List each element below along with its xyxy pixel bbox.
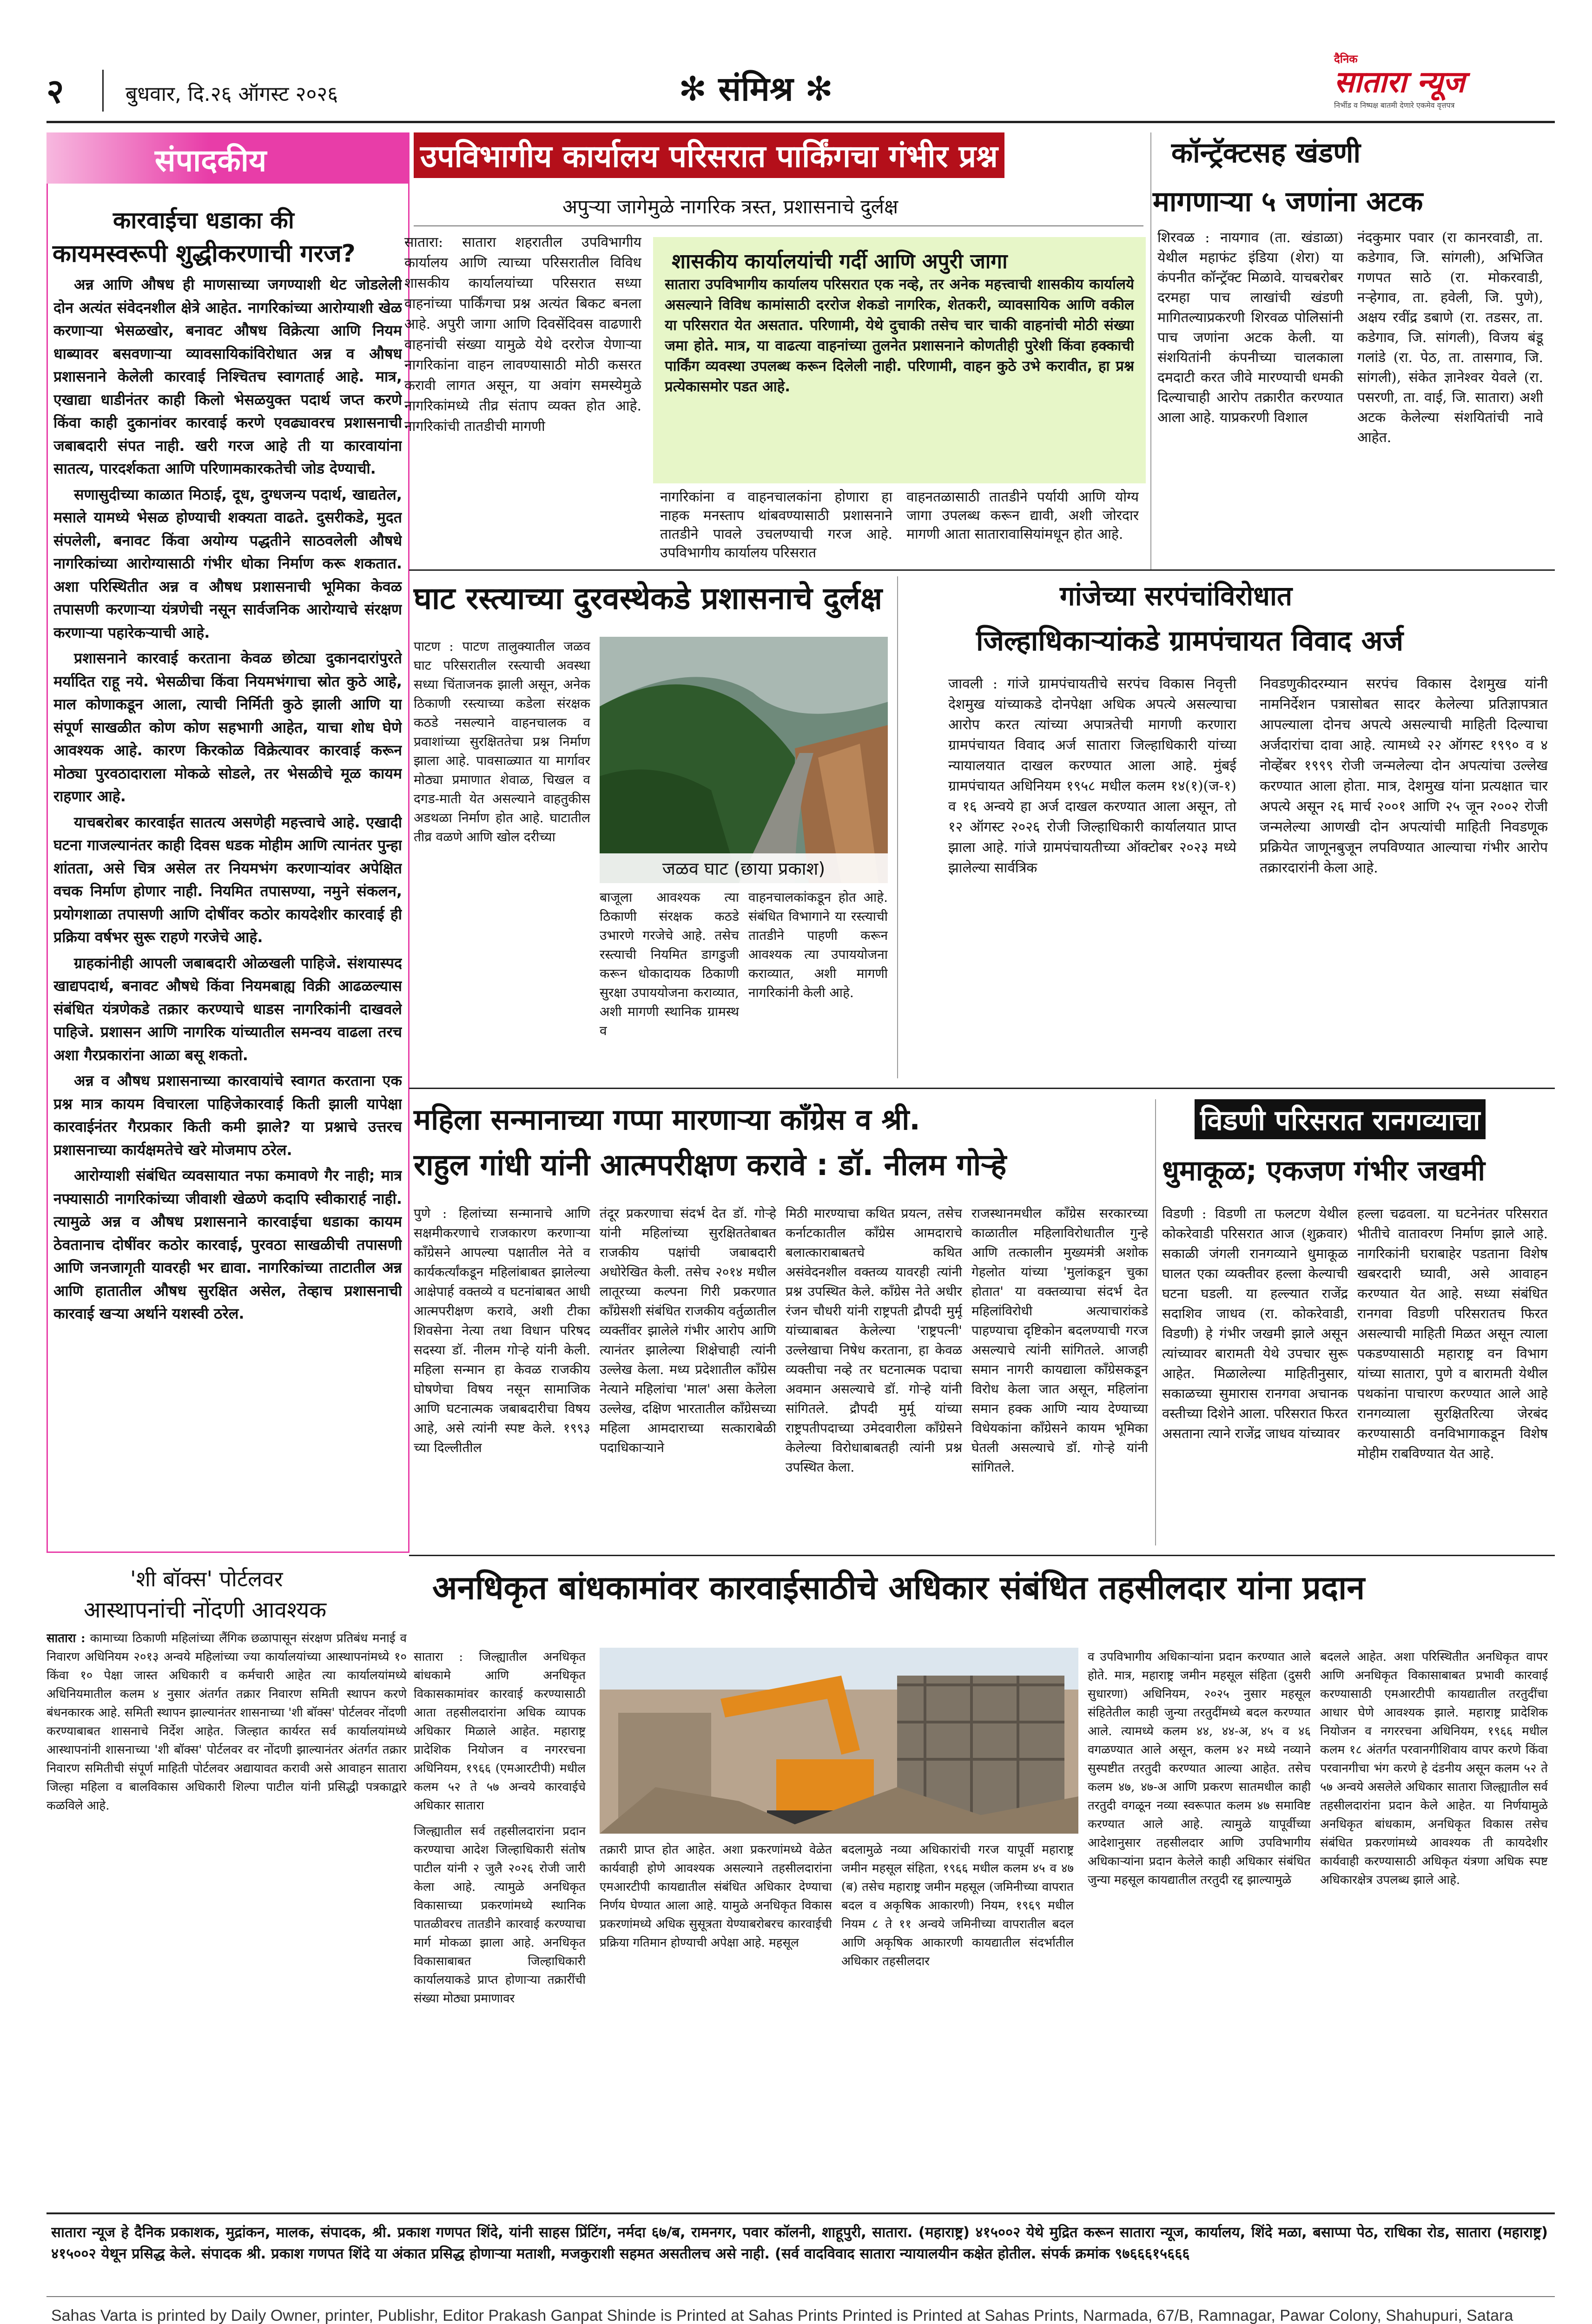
mahila-headline-2: राहुल गांधी यांनी आत्मपरीक्षण करावे : डॉ. नीलम गोऱ्हे [414,1148,1007,1182]
dateline: बुधवार, दि.२६ ऑगस्ट २०२६ [126,82,338,106]
footer-imprint-english: Sahas Varta is printed by Daily Owner, printer, Publishr, Editor Prakash Ganpat Shinde is Printed at Sahas Prints Printed is Printed at Sahas Prints, Narmada, 67/B, Ramnagar, Pawar Colony, Shahupuri, Satara [51,2307,1513,2324]
mahila-col: पुणे : हिलांच्या सन्मानाचे आणि सक्षमीकरणाचे राजकारण करणाऱ्या काँग्रेसने आपल्या पक्षातील नेते व कार्यकर्त्यांकडून महिलांबाबत झालेल्या आक्षेपार्ह वक्तव्ये व घटनांबाबत आधी आत्मपरीक्षण करावे, अशी टीका शिवसेना नेत्या तथा विधान परिषद सदस्या डॉ. नीलम गोऱ्हे यांनी केली. महिला सन्मान हा केवळ राजकीय घोषणेचा विषय नसून सामाजिक आणि घटनात्मक जबाबदारीचा विषय आहे, असे त्यांनी स्पष्ट केले. १९९३ च्या दिल्लीतील [414,1206,590,1455]
ghat-col-3: वाहनचालकांकडून होत आहे. संबंधित विभागाने या रस्त्याची तातडीने पाहणी करून आवश्यक त्या उपाययोजना कराव्यात, अशी मागणी नागरिकांनी केली आहे. [748,890,888,1000]
footer-rule [46,2212,1555,2214]
tahsildar-col-6: बदलले आहेत. अशा परिस्थितीत अनधिकृत वापर आणि अनधिकृत विकासाबाबत प्रभावी कारवाई करण्यासाठी एमआरटीपी कायद्यातील तरतुदींचा आधार घेणे आवश्यक झाले. महाराष्ट्र प्रादेशिक नियोजन व नगररचना अधिनियम, १९६६ मधील कलम १८ अंतर्गत परवानगीशिवाय वापर करणे किंवा परवानगीचा भंग करणे हे दंडनीय असून कलम ५२ ते ५७ अन्वये असलेले अधिकार सातारा जिल्ह्यातील सर्व तहसीलदारांना प्रदान केले आहेत. या निर्णयामुळे अनधिकृत बांधकाम, अनधिकृत विकास तसेच संबंधित प्रकरणांमध्ये आवश्यक ती कायदेशीर कार्यवाही करण्यासाठी अधिकृत यंत्रणा अधिक स्पष्ट अधिकारक्षेत्र उपलब्ध झाले आहे. [1320,1650,1548,1887]
contract-col-2: नंदकुमार पवार (रा कानरवाडी, ता. कडेगाव, जि. सांगली), अभिजित गणपत साठे (रा. मोकरवाडी, नऱ्हेगाव, ता. हवेली, जि. पुणे), अक्षय रवींद्र डबाणे (रा. तडसर, ता. कडेगाव, जि. सांगली), विजय बंडू गलांडे (रा. पेठ, ता. तासगाव, जि. सांगली), संकेत ज्ञानेश्वर येवले (रा. पसरणी, ता. वाई, जि. सातारा) अशी अटक केलेल्या संशयितांची नावे आहेत. [1357,230,1543,446]
shibox-headline-2: आस्थापनांची नोंदणी आवश्यक [84,1597,327,1623]
header-rule [46,121,1555,123]
parking-col-3: वाहनतळासाठी तातडीने पर्यायी आणि योग्य जागा उपलब्ध करून द्यावी, अशी जोरदार मागणी आता सातारावासियांमधून होत आहे. [906,489,1139,542]
shibox-dateline: सातारा : [46,1631,86,1645]
section-rule [409,569,1555,571]
tahsildar-col-2: जिल्ह्यातील सर्व तहसीलदारांना प्रदान करण्याचा आदेश जिल्हाधिकारी संतोष पाटील यांनी २ जुलै २०२६ रोजी जारी केला आहे. त्यामुळे अनधिकृत विकासाच्या प्रकरणांमध्ये स्थानिक पातळीवरच तातडीने कारवाई करण्याचा मार्ग मोकळा झाला आहे. अनधिकृत विकासाबाबत जिल्हाधिकारी कार्यालयाकडे प्राप्त होणाऱ्या तक्रारींची संख्या मोठ्या प्रमाणावर [414,1824,586,2006]
tahsildar-headline: अनधिकृत बांधकामांवर कारवाईसाठीचे अधिकार संबंधित तहसीलदार यांना प्रदान [432,1569,1365,1607]
shibox-body [46,1629,407,1889]
tahsildar-col-5: व उपविभागीय अधिकाऱ्यांना प्रदान करण्यात आले होते. मात्र, महाराष्ट्र जमीन महसूल संहिता (दुसरी सुधारणा) अधिनियम, २०२५ नुसार महसूल संहितेतील काही जुन्या तरतुदींमध्ये बदल करण्यात आले. त्यामध्ये कलम ४४, ४४-अ, ४५ व ४६ वगळण्यात आले असून, कलम ४२ मध्ये नव्याने सुस्पष्टीत तरतुदी करण्यात आल्या आहेत. तसेच कलम ४७, ४७-अ आणि प्रकरण सातमधील काही तरतुदी वगळून नव्या स्वरूपात कलम ४७ समाविष्ट करण्यात आले आहे. त्यामुळे यापूर्वीच्या आदेशानुसार तहसीलदार आणि उपविभागीय अधिकाऱ्यांना प्रदान केलेले काही अधिकार संबंधित जुन्या महसूल कायद्यातील तरतुदी रद्द झाल्यामुळे [1088,1650,1311,1887]
column-divider [1150,132,1151,569]
section-title: ✻ संमिश्र ✻ [679,69,833,108]
ghat-road-image [600,637,888,883]
parking-subheadline: अपुऱ्या जागेमुळे नागरिक त्रस्त, प्रशासनाचे दुर्लक्ष [562,195,898,218]
footer-imprint-marathi: सातारा न्यूज हे दैनिक प्रकाशक, मुद्रांकन, मालक, संपादक, श्री. प्रकाश गणपत शिंदे, यांनी साहस प्रिंटिंग, नर्मदा ६७/ब, रामनगर, पवार कॉलनी, शाहूपुरी, सातारा. (महाराष्ट्र) ४१५००२ येथे मुद्रित करून सातारा न्यूज, कार्यालय, शिंदे मळा, बसाप्पा पेठ, राधिका रोड, सातारा (महाराष्ट्र) ४१५००२ येथून प्रसिद्ध केले. संपादक श्री. प्रकाश गणपत शिंदे या अंकात प्रसिद्ध होणाऱ्या मताशी, मजकुराशी सहमत असतीलच असे नाही. (सर्व वादविवाद सातारा न्यायालयीन कक्षेत होतील. संपर्क क्रमांक ९७६६६१५६६६ [51,2224,1548,2262]
editorial-paragraph: याचबरोबर कारवाईत सातत्य असणेही महत्त्वाचे आहे. एखादी घटना गाजल्यानंतर काही दिवस धडक मोहीम आणि त्यानंतर पुन्हा शांतता, असे चित्र असेल तर नियमभंग करणाऱ्यांवर अपेक्षित वचक निर्माण होणार नाही. नियमित तपासण्या, नमुने संकलन, प्रयोगशाळा तपासणी आणि दोषींवर कठोर कायदेशीर कारवाई ही प्रक्रिया वर्षभर सुरू राहणे गरजेचे आहे. [53,813,402,946]
mahila-col: राजस्थानमधील काँग्रेस सरकारच्या काळातील महिलाविरोधातील गुन्हे आणि तत्कालीन मुख्यमंत्री अशोक गेहलोत यांच्या 'मुलांकडून चुका होतात' या वक्तव्याचा संदर्भ देत महिलांविरोधी अत्याचारांकडे पाहण्याचा दृष्टिकोन बदलण्याची गरज असल्याचे त्यांनी सांगितले. आजही समान नागरी कायद्याला काँग्रेसकडून विरोध केला जात असून, महिलांना समान हक्क आणि न्याय देण्याच्या विधेयकांना काँग्रेसने कायम भूमिका घेतली असल्याचे डॉ. गोऱ्हे यांनी सांगितले. [971,1206,1148,1475]
parking-box-title: शासकीय कार्यालयांची गर्दी आणि अपुरी जागा [672,250,1008,273]
section-rule [409,1088,1555,1089]
ghat-col-2: बाजूला आवश्यक त्या ठिकाणी संरक्षक कठडे उभारणे गरजेचे आहे. तसेच रस्त्याची नियमित डागडुजी करून धोकादायक ठिकाणी सुरक्षा उपाययोजना कराव्यात, अशी मागणी स्थानिक ग्रामस्थ व [600,890,739,1038]
editorial-paragraph: सणासुदीच्या काळात मिठाई, दूध, दुग्धजन्य पदार्थ, खाद्यतेल, मसाले यामध्ये भेसळ होण्याची शक्यता वाढते. दुसरीकडे, मुदत संपलेली, बनावट किंवा अयोग्य पद्धतीने साठवलेली औषधे नागरिकांच्या आरोग्यासाठी गंभीर धोका निर्माण करू शकतात. अशा परिस्थितीत अन्न व औषध प्रशासनाची भूमिका केवळ तपासणी करणाऱ्या यंत्रणेची नसून सार्वजनिक आरोग्याचे संरक्षण करणाऱ्या पहारेकऱ्याची आहे. [53,485,402,641]
ganje-headline-1: गांजेच्या सरपंचांविरोधात [1060,580,1293,612]
shibox-text: कामाच्या ठिकाणी महिलांच्या लैंगिक छळापासून संरक्षण प्रतिबंध मनाई व निवारण अधिनियम २०१३ अन्वये महिलांच्या ज्या कार्यालयांच्या आस्थापनांमध्ये १० किंवा १० पेक्षा जास्त अधिकारी व कर्मचारी आहेत त्या कार्यालयांमध्ये अधिनियमातील कलम ४ नुसार अंतर्गत तक्रार निवारण समिती स्थापन करणे बंधनकारक आहे. समिती स्थापन झाल्यानंतर शासनाच्या 'शी बॉक्स' पोर्टलवर नोंदणी करण्याबाबत शासनाचे निर्देश आहेत. जिल्हात कार्यरत सर्व कार्यालयांमध्ये आस्थापनांनी शासनाच्या 'शी बॉक्स' पोर्टलवर वर नोंदणी झाल्यानंतर अंतर्गत तक्रार निवारण समितीची संपूर्ण माहिती पोर्टलवर अद्यायावत करावी असे आवाहन सातारा जिल्हा महिला व बालविकास अधिकारी शिल्पा पाटील यांनी प्रसिद्धी पत्रकाद्वारे कळविले आहे. [46,1631,407,1813]
editorial-banner-title: संपादकीय [155,143,267,178]
ghat-photo-caption: जळव घाट (छाया प्रकाश) [600,853,888,883]
contract-col-1: शिरवळ : नायगाव (ता. खंडाळा) येथील महाफंट इंडिया (शेरा) या कंपनीत कॉन्ट्रॅक्ट मिळावे. याचबरोबर दरमहा पाच लाखांची खंडणी मागितल्याप्रकरणी शिरवळ पोलिसांनी पाच जणांना अटक केली. या संशयितांनी कंपनीच्या चालकाला दमदाटी करत जीवे मारण्याची धमकी दिल्याचाही आरोप तक्रारीत करण्यात आला आहे. याप्रकरणी विशाल [1157,230,1343,426]
column-divider [1155,1099,1156,1545]
vidani-col-2: हल्ला चढवला. या घटनेनंतर परिसरात भीतीचे वातावरण निर्माण झाले आहे. नागरिकांनी घराबाहेर पडताना विशेष खबरदारी घ्यावी, असे आवाहन करण्यात येत आहे. सध्या संबंधित रानगवा विडणी परिसरातच फिरत असल्याची माहिती मिळत असून त्याला पकडण्यासाठी महाराष्ट्र वन विभाग यांच्या सातारा, पुणे व बारामती येथील पथकांना पाचारण करण्यात आले आहे रानगव्याला सुरक्षितरित्या जेरबंद करण्यासाठी वनविभागाकडून विशेष मोहीम राबविण्यात येत आहे. [1357,1206,1548,1461]
ganje-col-2: निवडणुकीदरम्यान सरपंच विकास देशमुख यांनी नामनिर्देशन पत्रासोबत सादर केलेल्या प्रतिज्ञापत्रात आपल्याला दोनच अपत्ये असल्याची माहिती दिल्याचा अर्जदारांचा दावा आहे. त्यामध्ये २२ ऑगस्ट १९९० व ४ नोव्हेंबर १९९९ रोजी जन्मलेल्या दोन अपत्यांचा उल्लेख करण्यात आला होता. मात्र, देशमुख यांना प्रत्यक्षात चार अपत्ये असून २६ मार्च २००१ आणि २५ जून २००२ रोजी जन्मलेल्या आणखी दोन अपत्यांची माहिती निवडणूक प्रक्रियेत जाणूनबुजून लपविण्यात आल्याचा गंभीर आरोप तक्रारदारांनी केला आहे. [1260,676,1548,876]
editorial-paragraph: प्रशासनाने कारवाई करताना केवळ छोट्या दुकानदारांपुरते मर्यादित राहू नये. भेसळीचा किंवा नियमभंगाचा स्रोत कुठे आहे, माल कोणाकडून आला, त्याची निर्मिती कुठे झाली आणि या संपूर्ण साखळीत कोण कोण सहभागी आहेत, याचा शोध घेणे आवश्यक आहे. कारण किरकोळ विक्रेत्यावर कारवाई करून मोठ्या पुरवठादाराला मोकळे सोडले, तर भेसळीचे मूळ कायम राहणार आहे. [53,649,402,805]
section-rule [409,1555,1555,1556]
tahsildar-col-4: बदलामुळे नव्या अधिकारांची गरज यापूर्वी महाराष्ट्र जमीन महसूल संहिता, १९६६ मधील कलम ४५ व ४७ (ब) तसेच महाराष्ट्र जमीन महसूल (जमिनीच्या वापरात बदल व अकृषिक आकारणी) नियम, १९६९ मधील नियम ८ ते ११ अन्वये जमिनीच्या वापरातील बदल आणि अकृषिक आकारणी कायद्यातील संदर्भातील अधिकार तहसीलदार [841,1843,1074,1968]
demolition-image [600,1648,1078,1834]
column-divider [897,576,898,1078]
parking-rule [414,225,1143,226]
editorial-paragraph: आरोग्याशी संबंधित व्यवसायात नफा कमावणे गैर नाही; मात्र नफ्यासाठी नागरिकांच्या जीवाशी खेळणे कदापि स्वीकारार्ह नाही. त्यामुळे अन्न व औषध प्रशासनाने कारवाईचा धडाका कायम ठेवतानाच दोषींवर कठोर कारवाई, पुरवठा साखळीची तपासणी आणि जनजागृती यावरही भर द्यावा. नागरिकांच्या ताटातील अन्न आणि हातातील औषध सुरक्षित असेल, तेव्हाच प्रशासनाची कारवाई खऱ्या अर्थाने यशस्वी ठरेल. [53,1167,402,1322]
editorial-headline-1: कारवाईचा धडाका की [113,207,294,234]
editorial-paragraph: ग्राहकांनीही आपली जबाबदारी ओळखली पाहिजे. संशयास्पद खाद्यपदार्थ, बनावट औषधे किंवा नियमबाह्य विक्री आढळल्यास संबंधित यंत्रणेकडे तक्रार करण्याचे धाडस नागरिकांनी दाखवले पाहिजे. प्रशासन आणि नागरिक यांच्यातील समन्वय वाढला तरच अशा गैरप्रकारांना आळा बसू शकतो. [53,954,402,1064]
newspaper-logo [1329,51,1552,121]
editorial-section [46,132,410,1553]
footer-rule [46,2296,1555,2297]
editorial-paragraph: अन्न व औषध प्रशासनाच्या कारवायांचे स्वागत करताना एक प्रश्न मात्र कायम विचारला पाहिजेकारवाई किती झाली यापेक्षा कारवाईनंतर गैरप्रकार किती कमी झाले? या प्रश्नाचे उत्तरच प्रशासनाच्या कार्यक्षमतेचे खरे मोजमाप ठरेल. [53,1072,402,1159]
ghat-col-1: पाटण : पाटण तालुक्यातील जळव घाट परिसरातील रस्त्याची अवस्था सध्या चिंताजनक झाली असून, अनेक ठिकाणी रस्त्याच्या कडेला संरक्षक कठडे नसल्याने वाहनचालक व प्रवाशांच्या सुरक्षिततेचा प्रश्न निर्माण झाला आहे. पावसाळ्यात या मार्गावर मोठ्या प्रमाणात शेवाळ, चिखल व दगड-माती येत असल्याने वाहतुकीस अडथळा निर्माण होत आहे. घाटातील तीव्र वळणे आणि खोल दरीच्या [414,639,590,845]
mahila-col: मिठी मारण्याचा कथित प्रयत्न, तसेच कर्नाटकातील काँग्रेस आमदाराचे बलात्काराबाबतचे कथित असंवेदनशील वक्तव्य यावरही त्यांनी प्रश्न उपस्थित केले. काँग्रेस नेते अधीर रंजन चौधरी यांनी राष्ट्रपती द्रौपदी मुर्मू यांच्याबाबत केलेल्या 'राष्ट्रपत्नी' उल्लेखाचा निषेध करताना, हा केवळ व्यक्तीचा नव्हे तर घटनात्मक पदाचा अवमान असल्याचे डॉ. गोऱ्हे यांनी सांगितले. द्रौपदी मुर्मू यांच्या राष्ट्रपतीपदाच्या उमेदवारीला काँग्रेसने केलेल्या विरोधाबाबतही त्यांनी प्रश्न उपस्थित केला. [786,1206,962,1475]
ghat-headline: घाट रस्त्याच्या दुरवस्थेकडे प्रशासनाचे दुर्लक्ष [414,581,883,616]
tahsildar-photo [600,1648,1078,1834]
editorial-body [53,273,402,1547]
vidani-col-1: विडणी : विडणी ता फलटण येथील कोकरेवाडी परिसरात आज (शुक्रवार) सकाळी जंगली रानगव्याने धुमाकूळ घालत एका व्यक्तीवर हल्ला केल्याची घटना घडली. या हल्ल्यात राजेंद्र सदाशिव जाधव (रा. कोकरेवाडी, विडणी) हे गंभीर जखमी झाले असून त्यांच्यावर बारामती येथे उपचार सुरू आहेत. मिळालेल्या माहितीनुसार, सकाळच्या सुमारास रानगवा अचानक वस्तीच्या दिशेने आला. परिसरात फिरत असताना त्याने राजेंद्र जाधव यांच्यावर [1162,1206,1348,1441]
page-number: २ [46,71,64,111]
tahsildar-col-3: तक्रारी प्राप्त होत आहेत. अशा प्रकरणांमध्ये वेळेत कार्यवाही होणे आवश्यक असल्याने तहसीलदारांना एमआरटीपी कायद्यातील संबंधित अधिकार देण्याचा निर्णय घेण्यात आला आहे. यामुळे अनधिकृत विकास प्रकरणांमध्ये अधिक सुसूत्रता येण्याबरोबरच कारवाईची प्रक्रिया गतिमान होण्याची अपेक्षा आहे. महसूल [600,1843,832,1950]
mahila-headline-1: महिला सन्मानाच्या गप्पा मारणाऱ्या काँग्रेस व श्री. [414,1103,920,1136]
ghat-photo [600,637,888,883]
parking-box-text: सातारा उपविभागीय कार्यालय परिसरात एक नव्हे, तर अनेक महत्त्वाची शासकीय कार्यालये असल्याने विविध कामांसाठी दररोज शेकडो नागरिक, शेतकरी, व्यावसायिक आणि वकील या परिसरात येत असतात. परिणामी, येथे दुचाकी तसेच चार चाकी वाहनांची मोठी संख्या जमा होते. मात्र, या वाढत्या वाहनांच्या तुलनेत प्रशासनाने कोणतीही पुरेशी किंवा हक्काची पार्किंग व्यवस्था उपलब्ध करून दिलेली नाही. परिणामी, वाहन कुठे उभे करावीत, हा प्रश्न प्रत्येकासमोर पडत आहे. [665,276,1134,395]
contract-headline-1: कॉन्ट्रॅक्टसह खंडणी [1171,137,1361,169]
logo-main-text: सातारा न्यूज [1334,65,1465,99]
logo-small-text: दैनिक [1334,53,1358,66]
tahsildar-col-1: सातारा : जिल्ह्यातील अनधिकृत बांधकामे आणि अनधिकृत विकासकामांवर कारवाई करण्यासाठी आता तहसीलदारांना अधिक व्यापक अधिकार मिळाले आहेत. महाराष्ट्र प्रादेशिक नियोजन व नगररचना अधिनियम, १९६६ (एमआरटीपी) मधील कलम ५२ ते ५७ अन्वये कारवाईचे अधिकार सातारा [414,1650,586,1813]
ganje-col-1: जावली : गांजे ग्रामपंचायतीचे सरपंच विकास निवृत्ती देशमुख यांच्याकडे दोनपेक्षा अधिक अपत्ये असल्याचा आरोप करत त्यांच्या अपात्रतेची मागणी करणारा ग्रामपंचायत विवाद अर्ज सातारा जिल्हाधिकारी यांच्या न्यायालयात दाखल करण्यात आला आहे. मुंबई ग्रामपंचायत अधिनियम १९५८ मधील कलम १४(१)(ज-१) व १६ अन्वये हा अर्ज दाखल करण्यात आला असून, तो १२ ऑगस्ट २०२६ रोजी जिल्हाधिकारी कार्यालयात प्राप्त झाला आहे. गांजे ग्रामपंचायतीच्या ऑक्टोबर २०२३ मध्ये झालेल्या सार्वत्रिक [948,676,1236,876]
ganje-headline-2: जिल्हाधिकाऱ्यांकडे ग्रामपंचायत विवाद अर्ज [976,625,1404,657]
editorial-paragraph: अन्न आणि औषध ही माणसाच्या जगण्याशी थेट जोडलेली दोन अत्यंत संवेदनशील क्षेत्रे आहेत. नागरिकांच्या आरोग्याशी खेळ करणाऱ्या भेसळखोर, बनावट औषध विक्रेत्या आणि नियम धाब्यावर बसवणाऱ्या व्यावसायिकांविरोधात अन्न व औषध प्रशासनाने केलेली कारवाई निश्चितच स्वागतार्ह आहे. मात्र, एखाद्या धाडीनंतर काही किलो भेसळयुक्त पदार्थ जप्त करणे किंवा काही दुकानांवर कारवाई करणे एवढ्यावरच प्रशासनाची जबाबदारी संपत नाही. खरी गरज आहे ती या कारवायांना सातत्य, पारदर्शकता आणि परिणामकारकतेची जोड देण्याची. [53,276,402,477]
contract-headline-2: मागणाऱ्या ५ जणांना अटक [1153,185,1423,218]
editorial-headline-2: कायमस्वरूपी शुद्धीकरणाची गरज? [53,240,356,268]
logo-tagline: निर्भीड व निष्पक्ष बातमी देणारे एकमेव वृत्तपत्र [1334,101,1455,110]
parking-col-1: सातारा: सातारा शहरातील उपविभागीय कार्यालय आणि त्याच्या परिसरातील विविध शासकीय कार्यालयांच्या परिसरात सध्या वाहनांच्या पार्किंगचा प्रश्न अत्यंत बिकट बनला आहे. अपुरी जागा आणि दिवसेंदिवस वाढणारी वाहनांची संख्या यामुळे येथे दररोज येणाऱ्या नागरिकांना वाहन लावण्यासाठी मोठी कसरत करावी लागत असून, या अवांग समस्येमुळे नागरिकांमध्ये तीव्र संताप व्यक्त होत आहे. नागरिकांची तातडीची मागणी [404,234,641,435]
mahila-col: तंदूर प्रकरणाचा संदर्भ देत डॉ. गोऱ्हे यांनी महिलांच्या सुरक्षिततेबाबत राजकीय पक्षांची जबाबदारी अधोरेखित केली. तसेच २०१४ मधील लातूरच्या कल्पना गिरी प्रकरणात काँग्रेसशी संबंधित राजकीय वर्तुळातील व्यक्तींवर झालेले गंभीर आरोप आणि त्यानंतर झालेल्या शिक्षेचाही त्यांनी उल्लेख केला. मध्य प्रदेशातील काँग्रेस नेत्याने महिलांचा 'माल' असा केलेला उल्लेख, दक्षिण भारतातील काँग्रेसच्या महिला आमदाराच्या सत्काराबेळी पदाधिकाऱ्याने [600,1206,776,1455]
parking-col-2: नागरिकांना व वाहनचालकांना होणारा हा नाहक मनस्ताप थांबवण्यासाठी प्रशासनाने तातडीने पावले उचलण्याची गरज आहे. उपविभागीय कार्यालय परिसरात [660,489,892,561]
vidani-headline-1: विडणी परिसरात रानगव्याचा [1195,1099,1486,1139]
vidani-headline-2: धुमाकूळ; एकजण गंभीर जखमी [1162,1155,1485,1187]
shibox-headline-1: 'शी बॉक्स' पोर्टलवर [130,1566,283,1591]
parking-headline: उपविभागीय कार्यालय परिसरात पार्किंगचा गंभीर प्रश्न [414,132,1004,178]
header-divider [102,70,104,112]
